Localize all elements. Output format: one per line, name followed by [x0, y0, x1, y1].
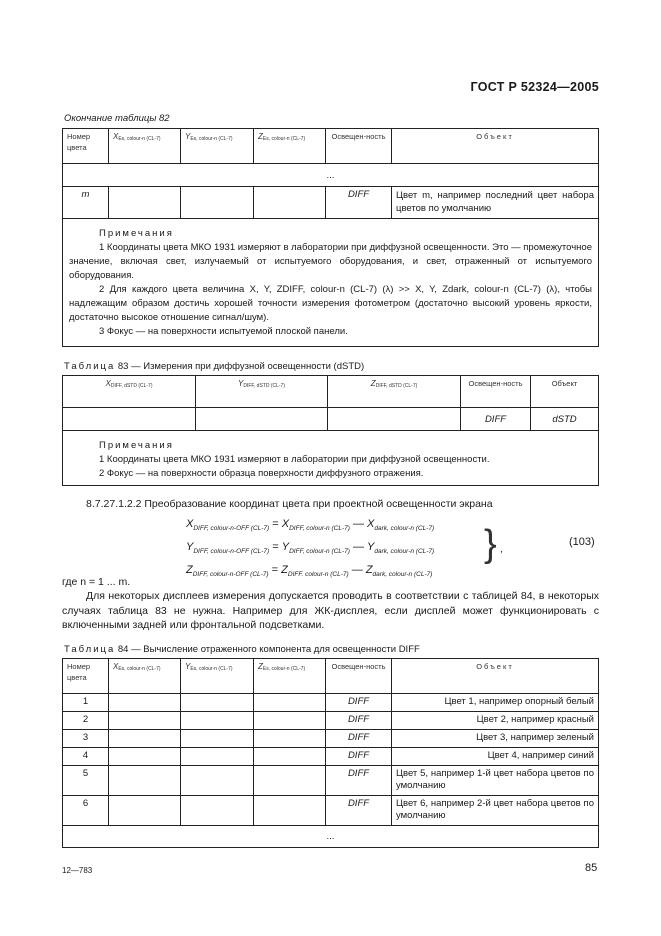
table-cell	[254, 796, 326, 826]
header-cell: Объект	[531, 376, 599, 408]
header-cell-z: $Z_{Es, colour-n (CL-7)}$	[254, 129, 326, 164]
table-cell: 3	[63, 730, 109, 748]
table-cell: Цвет 1, например опорный белый	[392, 694, 599, 712]
header-cell-y: $Y_{Es, colour-n (CL-7)}$	[181, 659, 254, 694]
header-cell: Освещен-ность	[326, 659, 392, 694]
equation-y: $Y_{DIFF, colour-n-OFF (CL-7)} = Y_{DIFF, colour-n (CL-7)}$ — $Y_{dark, colour-n (CL-7)}$	[186, 541, 435, 556]
equation-comma: ,	[500, 544, 503, 555]
table-row	[63, 730, 599, 748]
table-84-caption: Таблица 84 — Вычисление отраженного компонента для освещенности DIFF	[64, 644, 420, 655]
table-cell	[254, 187, 326, 219]
table-cell	[109, 730, 181, 748]
table-row	[63, 694, 599, 712]
table-cell: dSTD	[531, 408, 599, 431]
table-cell: Цвет 5, например 1-й цвет набора цветов по умолчанию	[392, 766, 599, 796]
table-cell	[181, 694, 254, 712]
table-cell	[63, 408, 196, 431]
table-82-continuation-caption: Окончание таблицы 82	[64, 113, 170, 124]
table-cell: DIFF	[461, 408, 531, 431]
table-cell	[196, 408, 328, 431]
table-cell: DIFF	[326, 187, 392, 219]
table-row	[63, 712, 599, 730]
equation-x: $X_{DIFF, colour-n-OFF (CL-7)} = X_{DIFF, colour-n (CL-7)}$ — $X_{dark, colour-n (CL-7)}$	[186, 518, 435, 533]
table-cell: DIFF	[326, 796, 392, 826]
table-cell: Цвет m, например последний цвет набора цветов по умолчанию	[392, 187, 599, 219]
header-cell: Объект	[392, 659, 599, 694]
table-cell	[254, 712, 326, 730]
table-cell: 4	[63, 748, 109, 766]
table-cell: DIFF	[326, 748, 392, 766]
table-cell	[181, 730, 254, 748]
table-row	[63, 748, 599, 766]
table-82-header-row	[63, 129, 599, 164]
notes-cell	[63, 431, 599, 486]
table-cell	[109, 694, 181, 712]
table-cell	[109, 796, 181, 826]
table-cell: Цвет 2, например красный	[392, 712, 599, 730]
table-cell	[109, 712, 181, 730]
table-cell: Цвет 4, например синий	[392, 748, 599, 766]
body-paragraph: Для некоторых дисплеев измерения допускается проводить в соответствии с таблицей 84, в некоторых случаях таблица 83 не нужна. Например для ЖК-дисплея, если дисплей может функционировать с включенными задней или фронтальной подсветками.	[62, 590, 599, 631]
page-number: 85	[585, 862, 598, 874]
table-cell	[109, 187, 181, 219]
table-cell: 2	[63, 712, 109, 730]
table-cell	[181, 712, 254, 730]
header-cell: Освещен-ность	[461, 376, 531, 408]
table-cell	[254, 730, 326, 748]
notes-cell	[63, 219, 599, 347]
table-84	[62, 658, 599, 848]
equation-brace: }	[484, 523, 497, 565]
table-cell: DIFF	[326, 694, 392, 712]
equation-z: $Z_{DIFF, colour-n-OFF (CL-7)} = Z_{DIFF. colour-n (CL-7)}$ — $Z_{dark, colour-n (CL-7)}$	[186, 564, 433, 579]
table-row	[63, 164, 599, 187]
table-cell	[254, 766, 326, 796]
table-cell	[181, 187, 254, 219]
table-cell	[328, 408, 461, 431]
table-cell	[109, 748, 181, 766]
table-cell	[254, 748, 326, 766]
table-cell	[109, 766, 181, 796]
notes-heading: Примечания	[99, 228, 174, 239]
header-cell-z: $Z_{Es, colour-n (CL-7)}$	[254, 659, 326, 694]
header-cell: Номер цвета	[63, 659, 109, 694]
header-cell: Объект	[392, 129, 599, 164]
note: 2 Для каждого цвета величина X, Y, ZDIFF, colour-n (CL-7) (λ) >> X, Y, Zdark, colour-n (CL-7) (λ), чтобы надлежащим образом достичь хорошей точности измерения фотометром (достаточно высокий уровень яркости, достаточно высокое отношение сигнал/шум).	[69, 284, 592, 323]
table-row	[63, 187, 599, 219]
table-row	[63, 826, 599, 848]
header-cell: Номер цвета	[63, 129, 109, 164]
table-cell: 5	[63, 766, 109, 796]
note: 1 Координаты цвета МКО 1931 измеряют в лаборатории при диффузной освещенности.	[99, 454, 490, 465]
header-cell: Освещен-ность	[326, 129, 392, 164]
table-cell: m	[63, 187, 109, 219]
table-84-header-row	[63, 659, 599, 694]
note: 2 Фокус — на поверхности образца поверхности диффузного отражения.	[99, 468, 424, 479]
notes-heading: Примечания	[99, 440, 174, 451]
table-82-notes-row	[63, 219, 599, 347]
header-cell-x: $X_{DIFF, dSTD (CL-7)}$	[63, 376, 196, 408]
table-cell: 1	[63, 694, 109, 712]
table-cell	[254, 694, 326, 712]
ellipsis-cell: ...	[63, 826, 599, 848]
table-cell: DIFF	[326, 730, 392, 748]
table-cell: 6	[63, 796, 109, 826]
table-cell	[181, 748, 254, 766]
table-row	[63, 408, 599, 431]
equation-number: (103)	[569, 536, 595, 548]
header-cell-y: $Y_{DIFF, dSTD (CL-7)}$	[196, 376, 328, 408]
table-83-notes-row	[63, 431, 599, 486]
ellipsis-cell: ...	[63, 164, 599, 187]
table-cell	[181, 796, 254, 826]
table-cell: DIFF	[326, 712, 392, 730]
equation-block	[186, 515, 434, 585]
section-heading: 8.7.27.1.2.2 Преобразование координат цвета при проектной освещенности экрана	[86, 498, 493, 510]
footer-code: 12—783	[62, 866, 93, 875]
table-cell: Цвет 6, например 2-й цвет набора цветов по умолчанию	[392, 796, 599, 826]
document-header: ГОСТ Р 52324—2005	[470, 80, 599, 94]
table-row	[63, 766, 599, 796]
header-cell-y: $Y_{Es, colour-n (CL-7)}$	[181, 129, 254, 164]
header-cell-z: $Z_{DIFF, dSTD (CL-7)}$	[328, 376, 461, 408]
note: 3 Фокус — на поверхности испытуемой плоской панели.	[99, 326, 348, 337]
header-cell-x: $X_{Es, colour-n (CL-7)}$	[109, 129, 181, 164]
table-83-caption: Таблица 83 — Измерения при диффузной освещенности (dSTD)	[64, 361, 365, 372]
table-82	[62, 128, 599, 347]
note: 1 Координаты цвета МКО 1931 измеряют в лаборатории при диффузной освещенности. Это — промежуточное значение, включая свет, излучаемый от испытуемого оборудования, и свет, отраженный от испытуемого оборудования.	[69, 242, 592, 281]
where-clause: где n = 1 ... m.	[62, 576, 131, 588]
table-cell: DIFF	[326, 766, 392, 796]
table-row	[63, 796, 599, 826]
table-cell: Цвет 3, например зеленый	[392, 730, 599, 748]
header-cell-x: $X_{Es, colour-n (CL-7)}$	[109, 659, 181, 694]
table-cell	[181, 766, 254, 796]
table-83-header-row	[63, 376, 599, 408]
table-83	[62, 375, 599, 486]
